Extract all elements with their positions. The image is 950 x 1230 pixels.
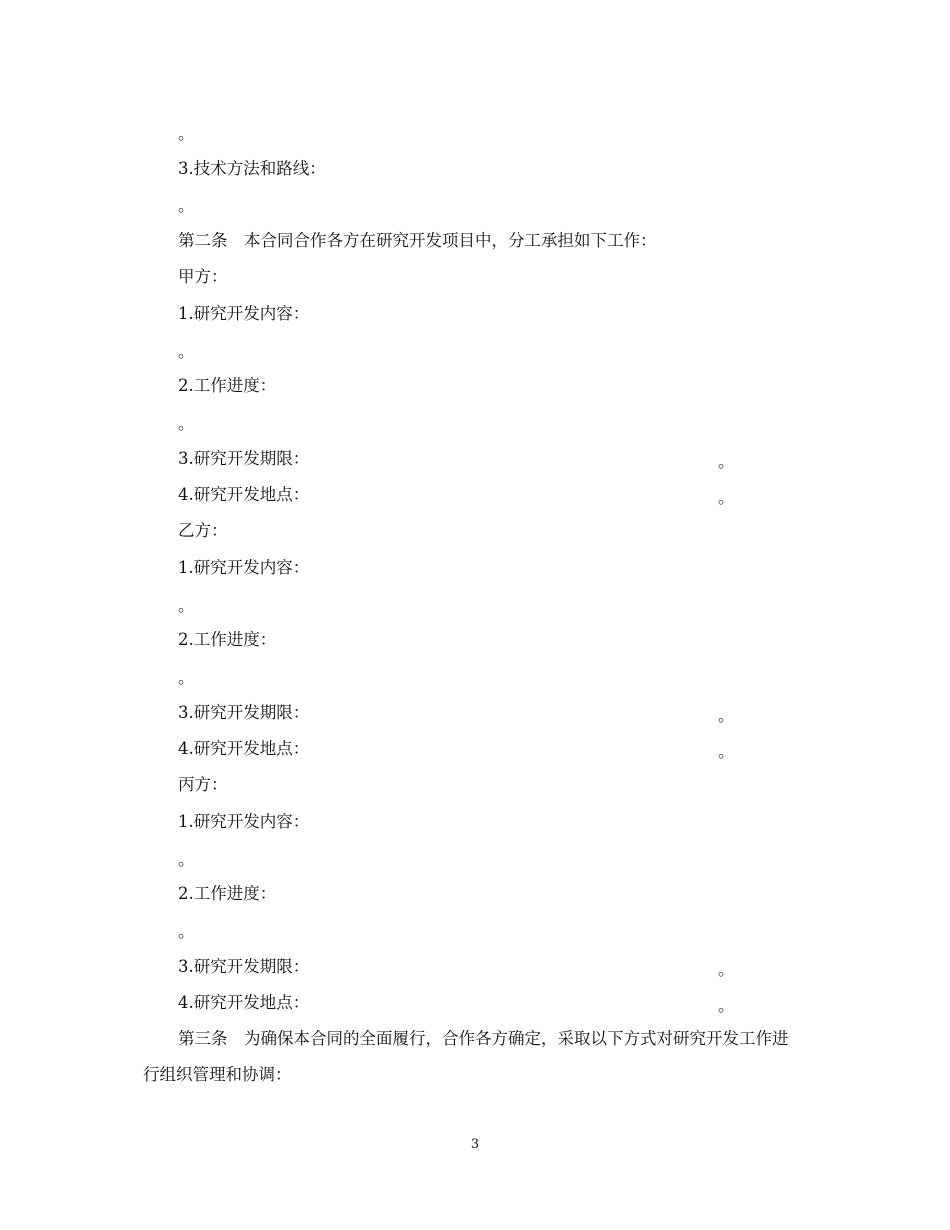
text-line: 。 [178, 342, 195, 361]
text-line: 4.研究开发地点： [178, 485, 310, 504]
article-2-heading: 第二条 本合同合作各方在研究开发项目中，分工承担如下工作： [178, 231, 657, 250]
line-end-mark: 。 [718, 488, 735, 507]
party-b-label: 乙方： [178, 521, 228, 540]
line-end-mark: 。 [718, 706, 735, 725]
line-end-mark: 。 [718, 742, 735, 761]
text-line: 4.研究开发地点： [178, 993, 310, 1012]
text-line: 。 [178, 414, 195, 433]
text-line: 3.研究开发期限： [178, 957, 310, 976]
text-line: 。 [178, 850, 195, 869]
text-line: 1.研究开发内容： [178, 304, 310, 323]
text-line: 。 [178, 196, 195, 215]
text-line: 1.研究开发内容： [178, 558, 310, 577]
text-line: 2.工作进度： [178, 630, 277, 649]
text-line: 。 [178, 596, 195, 615]
text-line: 。 [178, 922, 195, 941]
party-a-label: 甲方： [178, 267, 228, 286]
party-c-label: 丙方： [178, 775, 228, 794]
page-number: 3 [470, 1137, 480, 1152]
text-line: 2.工作进度： [178, 376, 277, 395]
text-line: 2.工作进度： [178, 884, 277, 903]
text-line: 3.研究开发期限： [178, 449, 310, 468]
text-line: 。 [178, 668, 195, 687]
article-3-paragraph: 第三条 为确保本合同的全面履行，合作各方确定，采取以下方式对研究开发工作进行组织管理和协调： [143, 1029, 789, 1084]
text-line: 。 [178, 124, 195, 143]
text-line: 1.研究开发内容： [178, 812, 310, 831]
line-end-mark: 。 [718, 452, 735, 471]
line-end-mark: 。 [718, 996, 735, 1015]
text-line: 3.技术方法和路线： [178, 159, 326, 178]
text-line: 4.研究开发地点： [178, 739, 310, 758]
line-end-mark: 。 [718, 960, 735, 979]
text-line: 3.研究开发期限： [178, 703, 310, 722]
